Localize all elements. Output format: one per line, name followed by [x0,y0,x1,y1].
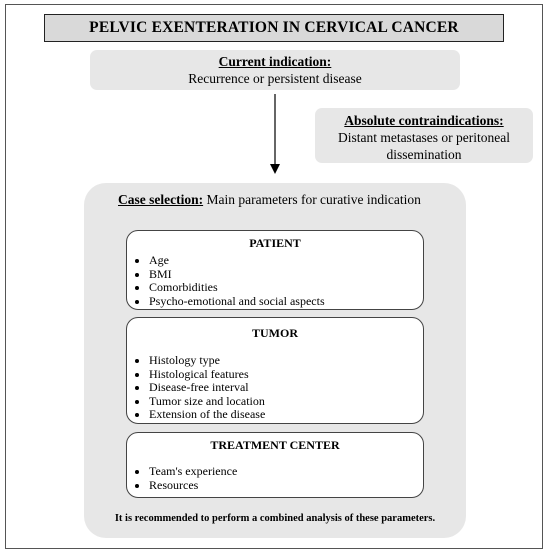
absolute-contraindications-box [315,108,533,163]
list-item: • Histology type [149,354,423,368]
current-indication-text: Recurrence or persistent disease [188,71,362,86]
patient-card-title: PATIENT [249,236,301,250]
list-item: • Histological features [149,368,423,382]
diagram-title: PELVIC EXENTERATION IN CERVICAL CANCER [44,14,504,42]
list-item: • Psycho-emotional and social aspects [149,295,423,309]
contraindications-line-2: dissemination [386,147,462,162]
list-item: • BMI [149,268,423,282]
contraindications-line-1: Distant metastases or peritoneal [337,130,511,145]
current-indication-box [90,50,460,90]
list-item: • Tumor size and location [149,395,423,409]
case-selection-heading: Case selection: [118,192,204,207]
case-selection-subtitle: Main parameters for curative indication [206,192,421,207]
tumor-card [126,317,424,424]
list-item: • Extension of the disease [149,408,423,422]
list-item: • Age [149,254,423,268]
case-selection-header [118,192,421,208]
list-item: • Resources [149,479,423,493]
patient-card [126,230,424,310]
tumor-card-title: TUMOR [252,326,298,340]
treatment-center-card-title: TREATMENT CENTER [210,438,340,452]
treatment-center-card [126,432,424,498]
current-indication-heading: Current indication: [218,54,332,69]
list-item: • Team's experience [149,465,423,479]
down-arrow-icon [268,94,282,174]
list-item: • Disease-free interval [149,381,423,395]
recommendation-note: It is recommended to perform a combined analysis of these parameters. [114,513,436,524]
contraindications-heading: Absolute contraindications: [344,113,504,128]
list-item: • Comorbidities [149,281,423,295]
